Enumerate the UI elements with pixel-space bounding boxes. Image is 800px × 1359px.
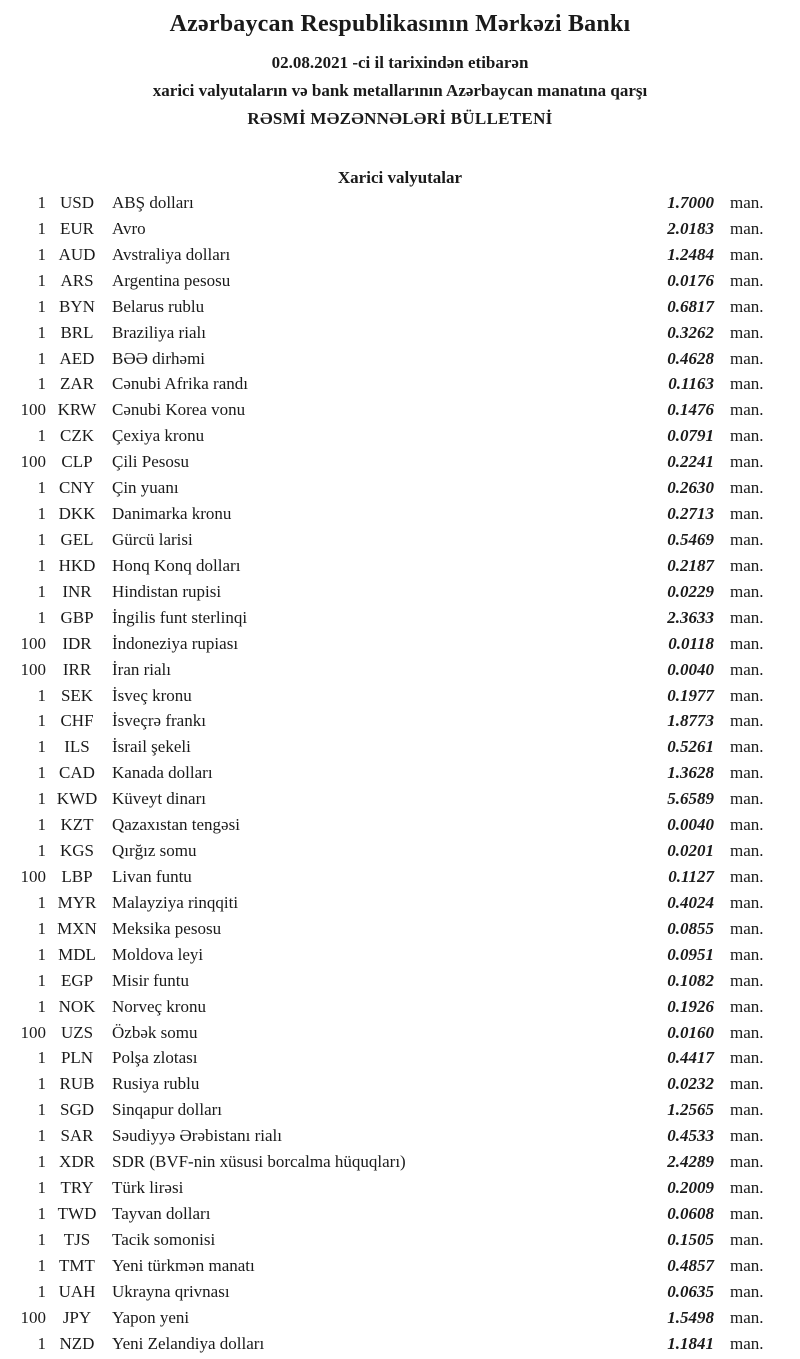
currency-code: PLN xyxy=(60,1048,94,1068)
rate-value: 0.0040 xyxy=(667,659,714,679)
currency-rates-table xyxy=(0,190,800,1356)
rate-value: 2.0183 xyxy=(667,218,714,238)
rate-value: 0.1476 xyxy=(667,400,714,420)
rate-value: 1.8773 xyxy=(667,711,714,731)
currency-row-aud xyxy=(0,242,800,268)
currency-name: Sinqapur dolları xyxy=(112,1100,223,1120)
currency-code: MXN xyxy=(57,918,97,938)
quantity-value: 1 xyxy=(37,789,46,809)
quantity-value: 1 xyxy=(37,1229,46,1249)
unit-label: man. xyxy=(730,581,764,601)
currency-name: Polşa zlotası xyxy=(112,1048,198,1068)
unit-label: man. xyxy=(730,1229,764,1249)
currency-code: UAH xyxy=(58,1281,96,1301)
quantity-value: 1 xyxy=(37,737,46,757)
currency-code: EUR xyxy=(60,218,94,238)
currency-name: İsveçrə frankı xyxy=(112,711,206,731)
currency-name: Avstraliya dolları xyxy=(112,244,231,264)
currency-name: Avro xyxy=(112,218,146,238)
unit-label: man. xyxy=(730,426,764,446)
currency-code: TMT xyxy=(59,1255,95,1275)
currency-row-brl xyxy=(0,320,800,346)
currency-code: KRW xyxy=(57,400,97,420)
currency-name: Ukrayna qrivnası xyxy=(112,1281,230,1301)
unit-label: man. xyxy=(730,607,764,627)
currency-row-inr xyxy=(0,579,800,605)
currency-row-nzd xyxy=(0,1331,800,1357)
unit-label: man. xyxy=(730,815,764,835)
rate-value: 0.0040 xyxy=(667,815,714,835)
currency-code: KWD xyxy=(56,789,98,809)
rate-value: 0.4628 xyxy=(667,348,714,368)
currency-row-krw xyxy=(0,397,800,423)
unit-label: man. xyxy=(730,1048,764,1068)
rate-value: 0.3262 xyxy=(667,322,714,342)
unit-label: man. xyxy=(730,270,764,290)
currency-row-aed xyxy=(0,346,800,372)
rate-value: 0.0791 xyxy=(667,426,714,446)
currency-row-uah xyxy=(0,1279,800,1305)
currency-code: CHF xyxy=(60,711,94,731)
currency-code: MYR xyxy=(57,892,97,912)
unit-label: man. xyxy=(730,1281,764,1301)
currency-row-sar xyxy=(0,1123,800,1149)
rate-value: 0.4417 xyxy=(667,1048,714,1068)
currency-code: JPY xyxy=(62,1307,92,1327)
unit-label: man. xyxy=(730,737,764,757)
currency-row-czk xyxy=(0,423,800,449)
rate-value: 1.5498 xyxy=(667,1307,714,1327)
currency-code: TWD xyxy=(57,1203,97,1223)
rate-value: 0.0176 xyxy=(667,270,714,290)
currency-row-tmt xyxy=(0,1253,800,1279)
currency-name: Meksika pesosu xyxy=(112,918,222,938)
unit-label: man. xyxy=(730,841,764,861)
unit-label: man. xyxy=(730,711,764,731)
currency-code: KZT xyxy=(60,815,94,835)
rate-value: 0.0232 xyxy=(667,1074,714,1094)
currency-row-cad xyxy=(0,760,800,786)
quantity-value: 100 xyxy=(20,1307,46,1327)
currency-row-mxn xyxy=(0,916,800,942)
currency-row-kgs xyxy=(0,838,800,864)
currency-code: XDR xyxy=(59,1152,95,1172)
currency-code: RUB xyxy=(59,1074,95,1094)
currency-name: Küveyt dinarı xyxy=(112,789,206,809)
currency-code: UZS xyxy=(60,1022,94,1042)
quantity-value: 100 xyxy=(20,1022,46,1042)
rate-value: 0.0855 xyxy=(667,918,714,938)
currency-name: Norveç kronu xyxy=(112,996,206,1016)
unit-label: man. xyxy=(730,244,764,264)
rate-value: 1.3628 xyxy=(667,763,714,783)
unit-label: man. xyxy=(730,1126,764,1146)
currency-row-tjs xyxy=(0,1227,800,1253)
quantity-value: 1 xyxy=(37,581,46,601)
unit-label: man. xyxy=(730,1203,764,1223)
currency-row-ils xyxy=(0,734,800,760)
quantity-value: 1 xyxy=(37,1281,46,1301)
currency-code: GEL xyxy=(60,529,94,549)
currency-row-gel xyxy=(0,527,800,553)
currency-code: AED xyxy=(59,348,95,368)
currency-row-gbp xyxy=(0,605,800,631)
currency-row-rub xyxy=(0,1071,800,1097)
unit-label: man. xyxy=(730,892,764,912)
unit-label: man. xyxy=(730,789,764,809)
currency-code: DKK xyxy=(58,504,96,524)
rate-value: 0.5469 xyxy=(667,529,714,549)
quantity-value: 1 xyxy=(37,1100,46,1120)
rate-value: 1.2565 xyxy=(667,1100,714,1120)
quantity-value: 1 xyxy=(37,970,46,990)
unit-label: man. xyxy=(730,633,764,653)
unit-label: man. xyxy=(730,996,764,1016)
rate-value: 0.4533 xyxy=(667,1126,714,1146)
rate-value: 0.1977 xyxy=(667,685,714,705)
currency-code: AUD xyxy=(58,244,96,264)
currency-row-nok xyxy=(0,994,800,1020)
quantity-value: 1 xyxy=(37,1255,46,1275)
currency-name: Çexiya kronu xyxy=(112,426,205,446)
currency-code: SAR xyxy=(60,1126,94,1146)
currency-code: TJS xyxy=(63,1229,91,1249)
currency-code: CNY xyxy=(59,478,95,498)
rate-value: 1.7000 xyxy=(667,193,714,212)
quantity-value: 100 xyxy=(20,400,46,420)
currency-row-zar xyxy=(0,371,800,397)
currency-code: EGP xyxy=(60,970,94,990)
currency-code: NZD xyxy=(59,1333,95,1353)
currency-row-idr xyxy=(0,631,800,657)
currency-code: SGD xyxy=(59,1100,94,1120)
unit-label: man. xyxy=(730,1100,764,1120)
quantity-value: 1 xyxy=(37,711,46,731)
quantity-value: 1 xyxy=(37,918,46,938)
effective-date-line: 02.08.2021 -ci il tarixindən etibarən xyxy=(271,53,529,72)
currency-row-byn xyxy=(0,294,800,320)
quantity-value: 1 xyxy=(37,193,46,212)
currency-name: İran rialı xyxy=(112,659,171,679)
currency-row-clp xyxy=(0,449,800,475)
currency-name: Rusiya rublu xyxy=(112,1074,200,1094)
rate-value: 0.0229 xyxy=(667,581,714,601)
currency-name: Cənubi Afrika randı xyxy=(112,374,248,394)
quantity-value: 1 xyxy=(37,1048,46,1068)
unit-label: man. xyxy=(730,918,764,938)
currency-row-irr xyxy=(0,657,800,683)
currency-row-eur xyxy=(0,216,800,242)
unit-label: man. xyxy=(730,763,764,783)
currency-name: Tacik somonisi xyxy=(112,1229,216,1249)
currency-name: İndoneziya rupiası xyxy=(112,633,239,653)
currency-row-usd xyxy=(0,190,800,216)
currency-name: Braziliya rialı xyxy=(112,322,206,342)
currency-code: GBP xyxy=(60,607,94,627)
currency-name: Hindistan rupisi xyxy=(112,581,222,601)
rate-value: 0.0118 xyxy=(668,633,714,653)
rate-value: 0.2713 xyxy=(667,504,714,524)
currency-row-sek xyxy=(0,683,800,709)
unit-label: man. xyxy=(730,1333,764,1353)
currency-name: Argentina pesosu xyxy=(112,270,231,290)
quantity-value: 1 xyxy=(37,841,46,861)
currency-row-kwd xyxy=(0,786,800,812)
quantity-value: 1 xyxy=(37,478,46,498)
rate-value: 2.4289 xyxy=(667,1152,714,1172)
currency-name: Yeni türkmən manatı xyxy=(112,1255,255,1275)
quantity-value: 1 xyxy=(37,1178,46,1198)
currency-name: Çin yuanı xyxy=(112,478,179,498)
unit-label: man. xyxy=(730,555,764,575)
currency-name: Danimarka kronu xyxy=(112,504,232,524)
currency-name: Moldova leyi xyxy=(112,944,204,964)
rate-value: 0.1082 xyxy=(667,970,714,990)
currency-code: KGS xyxy=(59,841,94,861)
quantity-value: 1 xyxy=(37,529,46,549)
rate-value: 2.3633 xyxy=(667,607,714,627)
quantity-value: 1 xyxy=(37,1333,46,1353)
currency-name: Livan funtu xyxy=(112,866,192,886)
unit-label: man. xyxy=(730,529,764,549)
rate-value: 0.2630 xyxy=(667,478,714,498)
currency-name: Türk lirəsi xyxy=(112,1178,184,1198)
rate-value: 0.6817 xyxy=(667,296,714,316)
rate-value: 0.0160 xyxy=(667,1022,714,1042)
currency-row-pln xyxy=(0,1045,800,1071)
quantity-value: 1 xyxy=(37,218,46,238)
quantity-value: 100 xyxy=(20,452,46,472)
rate-value: 5.6589 xyxy=(667,789,714,809)
currency-name: Cənubi Korea vonu xyxy=(112,400,246,420)
currency-code: NOK xyxy=(58,996,96,1016)
currency-name: İngilis funt sterlinqi xyxy=(112,607,248,627)
bulletin-title: RƏSMİ MƏZƏNNƏLƏRİ BÜLLETENİ xyxy=(247,109,553,128)
unit-label: man. xyxy=(730,866,764,886)
currency-row-try xyxy=(0,1175,800,1201)
rate-value: 0.2009 xyxy=(667,1178,714,1198)
currency-code: MDL xyxy=(58,944,96,964)
currency-name: Yeni Zelandiya dolları xyxy=(112,1333,265,1353)
currency-name: Qazaxıstan tengəsi xyxy=(112,815,240,835)
currency-name: Honq Konq dolları xyxy=(112,555,241,575)
currency-name: Tayvan dolları xyxy=(112,1203,211,1223)
rate-value: 0.1926 xyxy=(667,996,714,1016)
quantity-value: 1 xyxy=(37,426,46,446)
quantity-value: 1 xyxy=(37,374,46,394)
quantity-value: 1 xyxy=(37,607,46,627)
currency-code: LBP xyxy=(61,866,93,886)
quantity-value: 1 xyxy=(37,348,46,368)
rate-value: 1.2484 xyxy=(667,244,714,264)
currency-row-kzt xyxy=(0,812,800,838)
quantity-value: 1 xyxy=(37,270,46,290)
currency-row-twd xyxy=(0,1201,800,1227)
rate-value: 0.0608 xyxy=(667,1203,714,1223)
currency-name: ABŞ dolları xyxy=(112,193,194,212)
currency-row-egp xyxy=(0,968,800,994)
rate-value: 0.1163 xyxy=(668,374,714,394)
unit-label: man. xyxy=(730,296,764,316)
unit-label: man. xyxy=(730,1152,764,1172)
currency-row-sgd xyxy=(0,1097,800,1123)
quantity-value: 1 xyxy=(37,244,46,264)
currency-row-dkk xyxy=(0,501,800,527)
currency-code: IDR xyxy=(62,633,92,653)
rate-value: 0.0201 xyxy=(667,841,714,861)
currency-code: INR xyxy=(62,581,92,601)
unit-label: man. xyxy=(730,685,764,705)
unit-label: man. xyxy=(730,944,764,964)
currency-name: Qırğız somu xyxy=(112,841,197,861)
currency-code: SEK xyxy=(60,685,94,705)
currency-name: SDR (BVF-nin xüsusi borcalma hüquqları) xyxy=(112,1152,406,1172)
currency-code: BYN xyxy=(59,296,95,316)
unit-label: man. xyxy=(730,322,764,342)
quantity-value: 1 xyxy=(37,996,46,1016)
currency-name: Özbək somu xyxy=(112,1022,198,1042)
unit-label: man. xyxy=(730,1074,764,1094)
rate-value: 0.0951 xyxy=(667,944,714,964)
currency-row-cny xyxy=(0,475,800,501)
currency-name: Səudiyyə Ərəbistanı rialı xyxy=(112,1126,282,1146)
unit-label: man. xyxy=(730,1307,764,1327)
rate-value: 1.1841 xyxy=(667,1333,714,1353)
currency-name: Misir funtu xyxy=(112,970,189,990)
currency-code: IRR xyxy=(62,659,92,679)
currency-name: Gürcü larisi xyxy=(112,529,193,549)
quantity-value: 1 xyxy=(37,555,46,575)
subtitle-line: xarici valyutaların və bank metallarının Azərbaycan manatına qarşı xyxy=(152,81,648,100)
currency-name: Belarus rublu xyxy=(112,296,205,316)
unit-label: man. xyxy=(730,348,764,368)
currency-row-jpy xyxy=(0,1305,800,1331)
currency-code: CZK xyxy=(60,426,94,446)
currency-code: USD xyxy=(59,193,94,212)
quantity-value: 1 xyxy=(37,944,46,964)
currency-code: ZAR xyxy=(60,374,94,394)
rate-value: 0.1505 xyxy=(667,1229,714,1249)
quantity-value: 1 xyxy=(37,1126,46,1146)
unit-label: man. xyxy=(730,218,764,238)
unit-label: man. xyxy=(730,478,764,498)
rate-value: 0.0635 xyxy=(667,1281,714,1301)
rate-value: 0.2187 xyxy=(667,555,714,575)
quantity-value: 1 xyxy=(37,1203,46,1223)
rate-value: 0.1127 xyxy=(668,866,714,886)
quantity-value: 100 xyxy=(20,659,46,679)
unit-label: man. xyxy=(730,659,764,679)
currency-code: CAD xyxy=(59,763,95,783)
unit-label: man. xyxy=(730,1255,764,1275)
currency-row-lbp xyxy=(0,864,800,890)
currency-code: CLP xyxy=(61,452,93,472)
rate-value: 0.4857 xyxy=(667,1255,714,1275)
quantity-value: 1 xyxy=(37,1074,46,1094)
unit-label: man. xyxy=(730,374,764,394)
currency-row-xdr xyxy=(0,1149,800,1175)
currency-row-mdl xyxy=(0,942,800,968)
rate-value: 0.2241 xyxy=(667,452,714,472)
rate-value: 0.4024 xyxy=(667,892,714,912)
quantity-value: 100 xyxy=(20,633,46,653)
section-title-foreign-currencies: Xarici valyutalar xyxy=(337,168,463,187)
currency-row-hkd xyxy=(0,553,800,579)
quantity-value: 1 xyxy=(37,504,46,524)
currency-row-myr xyxy=(0,890,800,916)
quantity-value: 1 xyxy=(37,296,46,316)
currency-code: TRY xyxy=(60,1178,94,1198)
unit-label: man. xyxy=(730,970,764,990)
quantity-value: 1 xyxy=(37,685,46,705)
currency-code: ARS xyxy=(60,270,94,290)
quantity-value: 100 xyxy=(20,866,46,886)
rate-value: 0.5261 xyxy=(667,737,714,757)
currency-code: BRL xyxy=(60,322,94,342)
currency-row-chf xyxy=(0,708,800,734)
unit-label: man. xyxy=(730,193,764,212)
unit-label: man. xyxy=(730,1178,764,1198)
quantity-value: 1 xyxy=(37,763,46,783)
currency-name: Çili Pesosu xyxy=(112,452,189,472)
unit-label: man. xyxy=(730,1022,764,1042)
currency-code: ILS xyxy=(64,737,90,757)
currency-name: BƏƏ dirhəmi xyxy=(112,348,206,368)
currency-name: Kanada dolları xyxy=(112,763,213,783)
currency-row-uzs xyxy=(0,1020,800,1046)
quantity-value: 1 xyxy=(37,1152,46,1172)
unit-label: man. xyxy=(730,452,764,472)
currency-name: İsrail şekeli xyxy=(112,737,191,757)
currency-name: Malayziya rinqqiti xyxy=(112,892,239,912)
currency-name: Yapon yeni xyxy=(112,1307,190,1327)
currency-name: İsveç kronu xyxy=(112,685,192,705)
unit-label: man. xyxy=(730,400,764,420)
currency-row-ars xyxy=(0,268,800,294)
quantity-value: 1 xyxy=(37,892,46,912)
bank-name-title: Azərbaycan Respublikasının Mərkəzi Bankı xyxy=(169,11,631,37)
currency-code: HKD xyxy=(58,555,96,575)
unit-label: man. xyxy=(730,504,764,524)
quantity-value: 1 xyxy=(37,815,46,835)
quantity-value: 1 xyxy=(37,322,46,342)
